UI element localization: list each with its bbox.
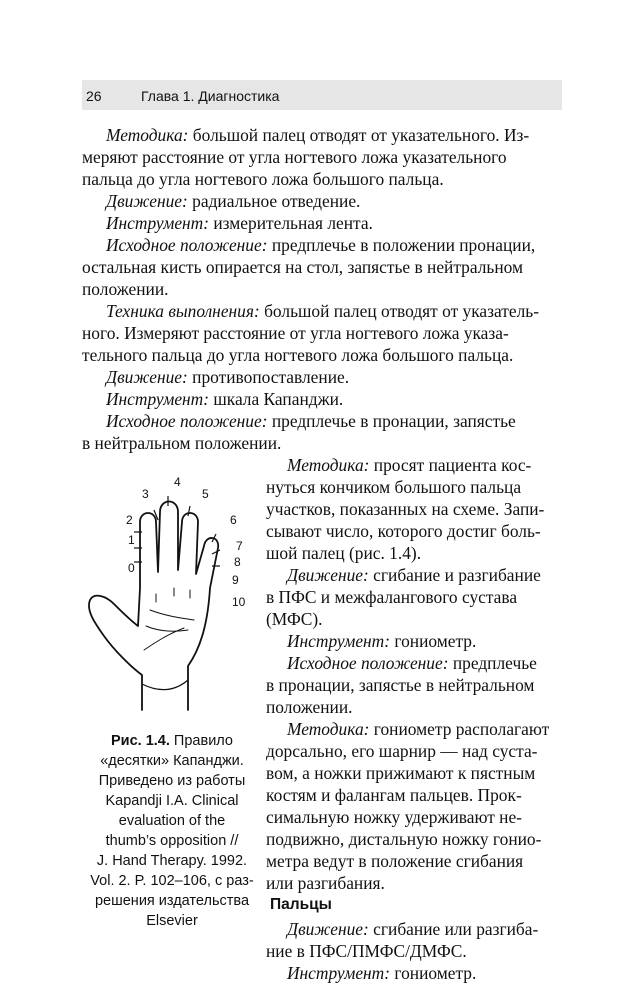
text-line: Методика: большой палец отводят от указательного. Из-	[106, 125, 530, 145]
text-line: Инструмент: гониометр.	[287, 963, 477, 983]
text-line: ного. Измеряют расстояние от угла ногтевого ложа указа-	[82, 323, 509, 343]
figure-label: 6	[230, 513, 237, 527]
text-line: сывают число, которого достиг боль-	[266, 521, 541, 541]
text-line: симальную ножку удерживают не-	[266, 807, 522, 827]
hand-figure	[84, 470, 264, 720]
figure-caption-line: Elsevier	[146, 913, 198, 929]
text-line: положении.	[82, 279, 169, 299]
figure-caption-line: evaluation of the	[118, 813, 226, 829]
text-line: подвижно, дистальную ножку гонио-	[266, 829, 542, 849]
figure-caption-line: J. Hand Therapy. 1992.	[96, 853, 248, 869]
text-line: положении.	[266, 697, 353, 717]
text-line: шой палец (рис. 1.4).	[266, 543, 422, 563]
text-line: в ПФС и межфалангового сустава	[266, 587, 518, 607]
text-line: (МФС).	[266, 609, 323, 629]
figure-label: 0	[128, 561, 135, 575]
text-line: пальца до угла ногтевого ложа большого пальца.	[82, 169, 444, 189]
figure-caption-line: Kapandji I.A. Clinical	[105, 793, 239, 809]
page-number: 26	[86, 88, 102, 104]
text-line: ние в ПФС/ПМФС/ДМФС.	[266, 941, 467, 961]
figure-label: 10	[232, 595, 246, 609]
text-line: Техника выполнения: большой палец отводят от указатель-	[106, 301, 539, 321]
text-line: Инструмент: шкала Капанджи.	[106, 389, 344, 409]
figure-caption-line: «десятки» Капанджи.	[100, 753, 244, 769]
text-line: в нейтральном положении.	[82, 433, 282, 453]
text-line: Исходное положение: предплечье	[287, 653, 537, 673]
figure-label: 3	[142, 487, 149, 501]
text-line: в пронации, запястье в нейтральном	[266, 675, 535, 695]
text-line: дорсально, его шарнир — над суста-	[266, 741, 538, 761]
figure-caption-line: Vol. 2. P. 102–106, с раз-	[90, 873, 254, 889]
figure-label: 5	[202, 487, 209, 501]
text-line: Инструмент: гониометр.	[287, 631, 477, 651]
text-line: меряют расстояние от угла ногтевого ложа указательного	[82, 147, 507, 167]
text-line: костям и фалангам пальцев. Прок-	[266, 785, 522, 805]
text-line: Движение: противопоставление.	[106, 367, 350, 387]
text-line: Движение: радиальное отведение.	[106, 191, 361, 211]
figure-caption-line: thumb’s opposition //	[105, 833, 239, 849]
text-line: остальная кисть опирается на стол, запястье в нейтральном	[82, 257, 524, 277]
text-line: Исходное положение: предплечье в пронации, запястье	[106, 411, 516, 431]
text-line: нуться кончиком большого пальца	[266, 477, 522, 497]
text-line: Исходное положение: предплечье в положении пронации,	[106, 235, 536, 255]
text-line: Методика: просят пациента кос-	[287, 455, 532, 475]
figure-label: 4	[174, 475, 181, 489]
text-line: Инструмент: измерительная лента.	[106, 213, 373, 233]
text-line: или разгибания.	[266, 873, 385, 893]
text-line: Движение: сгибание и разгибание	[287, 565, 541, 585]
text-line: вом, а ножки прижимают к пястным	[266, 763, 536, 783]
text-line: участков, показанных на схеме. Запи-	[266, 499, 545, 519]
figure-label: 7	[236, 539, 243, 553]
figure-label: 2	[126, 513, 133, 527]
hand-outline	[89, 502, 218, 711]
text-line: Движение: сгибание или разгиба-	[287, 919, 539, 939]
section-subheading: Пальцы	[270, 896, 332, 913]
chapter-title: Глава 1. Диагностика	[141, 88, 280, 104]
figure-label: 9	[232, 573, 239, 587]
text-line: метра ведут в положение сгибания	[266, 851, 524, 871]
text-line: Методика: гониометр располагают	[287, 719, 550, 739]
figure-labels	[126, 475, 246, 609]
figure-label: 8	[234, 555, 241, 569]
text-line: тельного пальца до угла ногтевого ложа большого пальца.	[82, 345, 514, 365]
figure-caption-line: Рис. 1.4. Правило	[111, 733, 233, 749]
figure-caption-line: решения издательства	[94, 893, 250, 909]
figure-label: 1	[128, 533, 135, 547]
figure-caption-line: Приведено из работы	[98, 773, 246, 789]
